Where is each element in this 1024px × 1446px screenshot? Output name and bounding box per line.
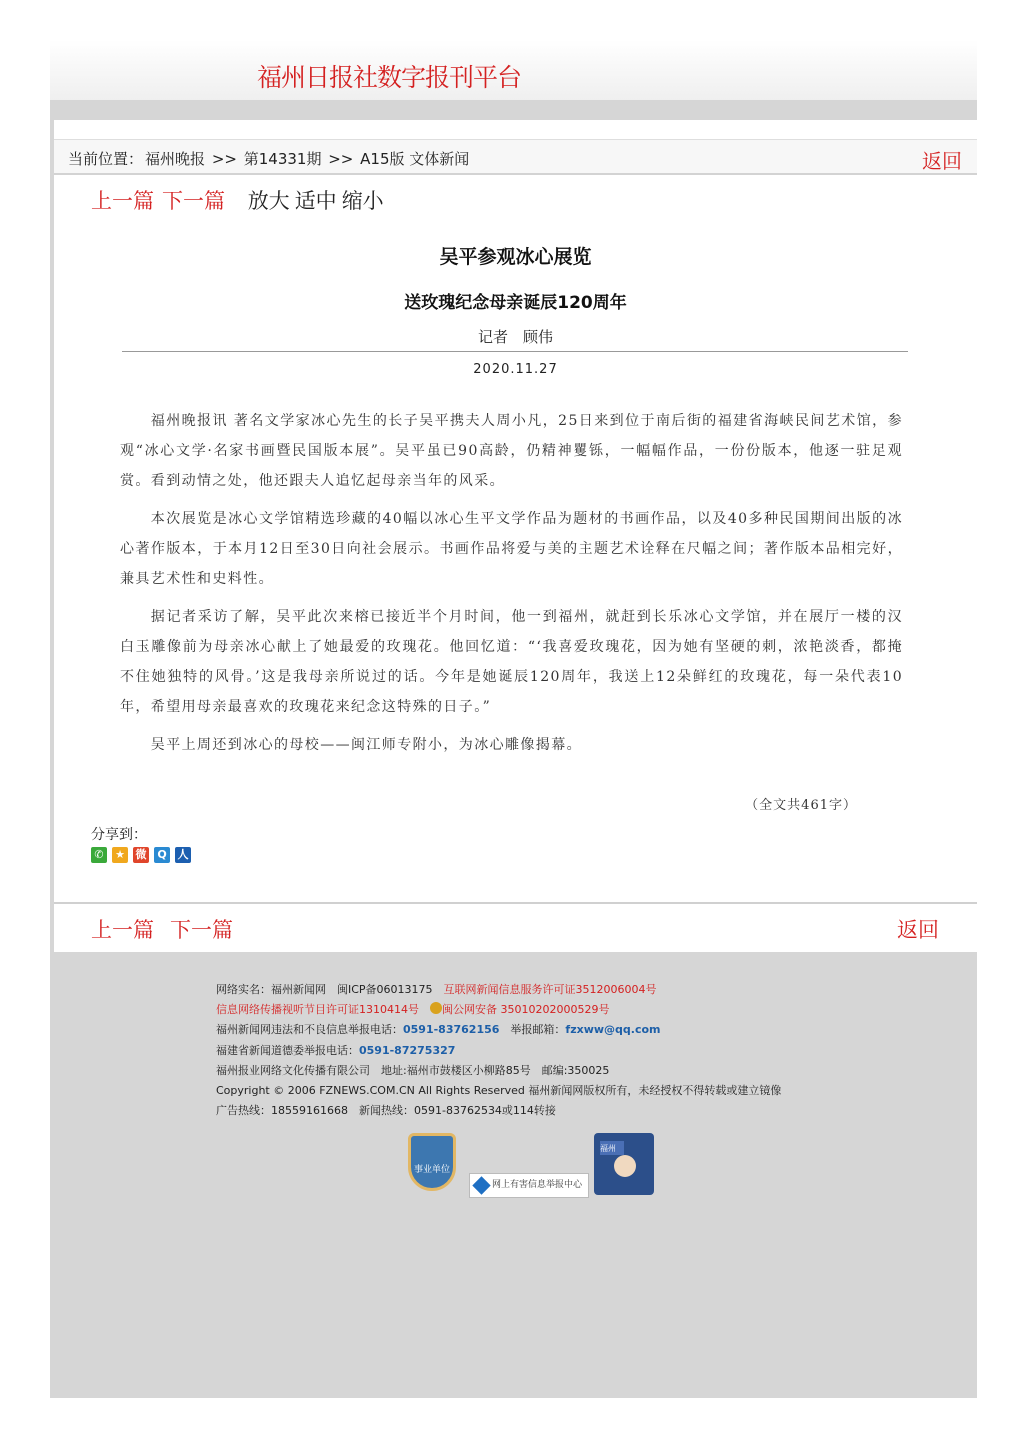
article-body <box>120 406 903 768</box>
footer-line <box>216 980 781 1000</box>
wechat-icon[interactable]: ✆ <box>91 847 107 863</box>
breadcrumb <box>54 139 977 175</box>
zoom-out-link[interactable]: 缩小 <box>341 189 384 213</box>
badge-label: 网上有害信息举报中心 <box>492 1180 583 1190</box>
article-date: 2020.11.27 <box>473 362 558 377</box>
renren-icon[interactable]: 人 <box>175 847 191 863</box>
ethics-phone: 0591-87275327 <box>359 1043 456 1057</box>
footer-line: 福州报业网络文化传播有限公司 地址:福州市鼓楼区小柳路85号 邮编:350025 <box>216 1063 610 1077</box>
av-license-link[interactable]: 信息网络传播视听节目许可证1310414号 <box>216 1003 419 1017</box>
report-email-link[interactable]: fzxww@qq.com <box>565 1023 661 1037</box>
police-face-icon <box>614 1155 636 1177</box>
back-link[interactable]: 返回 <box>922 149 962 173</box>
article-nav <box>91 185 389 215</box>
footer-line: Copyright © 2006 FZNEWS.COM.CN All Rights Reserved 福州新闻网版权所有，未经授权不得转载或建立镜像 <box>216 1084 782 1098</box>
footer-line <box>216 1041 781 1061</box>
footer-line: 广告热线：18559161668 新闻热线：0591-83762534或114转接 <box>216 1104 556 1118</box>
breadcrumb-issue[interactable]: 第14331期 <box>243 150 322 168</box>
breadcrumb-sep: >> <box>211 150 237 168</box>
footer-badges <box>408 1133 658 1203</box>
bottom-prev-link[interactable]: 上一篇 <box>91 918 154 942</box>
article-paragraph: 吴平上周还到冰心的母校——闽江师专附小，为冰心雕像揭幕。 <box>150 737 582 753</box>
footer-text: 举报邮箱： <box>499 1023 566 1037</box>
breadcrumb-sep: >> <box>328 150 354 168</box>
article-paragraph: 福州晚报讯 著名文学家冰心先生的长子吴平携夫人周小凡，25日来到位于南后街的福建省海峡民间艺术馆，参观“冰心文学·名家书画暨民国版本展”。吴平虽已90高龄，仍精神矍铄，一幅幅作品，一份份版本，他逐一驻足观赏。看到动情之处，他还跟夫人追忆起母亲当年的风采。 <box>120 413 903 489</box>
badge-label: 事业单位 <box>413 1165 450 1175</box>
zoom-mid-link[interactable]: 适中 <box>294 189 337 213</box>
site-header <box>50 40 977 100</box>
bottom-nav <box>54 904 977 952</box>
article-container <box>54 120 977 952</box>
cyber-police-icon[interactable] <box>594 1133 654 1195</box>
article-subtitle: 送玫瑰纪念母亲诞辰120周年 <box>404 293 627 313</box>
breadcrumb-section[interactable]: A15版 文体新闻 <box>360 150 470 168</box>
qq-weibo-icon[interactable]: Q <box>154 847 170 863</box>
zoom-in-link[interactable]: 放大 <box>247 189 290 213</box>
page-frame <box>50 40 977 1398</box>
harmful-info-report-badge[interactable] <box>469 1173 589 1198</box>
footer-text: 福建省新闻道德委举报电话： <box>216 1043 359 1057</box>
bottom-next-link[interactable]: 下一篇 <box>170 918 233 942</box>
footer-line <box>216 1000 781 1020</box>
breadcrumb-label: 当前位置： <box>68 150 144 168</box>
weibo-icon[interactable]: 微 <box>133 847 149 863</box>
site-footer <box>216 980 781 1121</box>
header-band <box>50 100 977 120</box>
police-record-link[interactable]: 闽公网安备 35010202000529号 <box>442 1003 610 1017</box>
breadcrumb-path <box>68 148 471 169</box>
badge-label: 福州 <box>600 1144 616 1153</box>
report-phone: 0591-83762156 <box>403 1023 500 1037</box>
breadcrumb-paper[interactable]: 福州晚报 <box>145 150 206 168</box>
footer-text: 福州新闻网违法和不良信息举报电话： <box>216 1023 403 1037</box>
qzone-icon[interactable]: ★ <box>112 847 128 863</box>
site-title[interactable]: 福州日报社数字报刊平台 <box>257 63 522 92</box>
bottom-back-link[interactable]: 返回 <box>897 918 939 942</box>
share-icons <box>91 847 191 863</box>
footer-text: 网络实名：福州新闻网 闽ICP备06013175 <box>216 983 444 996</box>
institution-badge-icon[interactable] <box>408 1133 456 1191</box>
divider <box>122 351 908 352</box>
police-badge-icon <box>430 1002 442 1014</box>
footer-line <box>216 1020 781 1040</box>
share-label: 分享到： <box>91 827 147 843</box>
report-logo-icon <box>472 1176 490 1194</box>
article-author: 记者 顾伟 <box>477 328 553 346</box>
news-license-link[interactable]: 互联网新闻信息服务许可证3512006004号 <box>443 983 657 996</box>
word-count: （全文共461字） <box>745 798 857 813</box>
prev-article-link[interactable]: 上一篇 <box>91 189 154 213</box>
next-article-link[interactable]: 下一篇 <box>162 189 225 213</box>
article-paragraph: 本次展览是冰心文学馆精选珍藏的40幅以冰心生平文学作品为题材的书画作品，以及40多种民国期间出版的冰心著作版本，于本月12日至30日向社会展示。书画作品将爱与美的主题艺术诠释在尺幅之间；著作版本品相完好，兼具艺术性和史料性。 <box>120 511 903 587</box>
article-paragraph: 据记者采访了解，吴平此次来榕已接近半个月时间，他一到福州，就赶到长乐冰心文学馆，并在展厅一楼的汉白玉雕像前为母亲冰心献上了她最爱的玫瑰花。他回忆道：“‘我喜爱玫瑰花，因为她有坚硬的刺，浓艳淡香，都掩不住她独特的风骨。’这是我母亲所说过的话。今年是她诞辰120周年，我送上12朵鲜红的玫瑰花，每一朵代表10年，希望用母亲最喜欢的玫瑰花来纪念这特殊的日子。” <box>120 609 903 715</box>
article-title: 吴平参观冰心展览 <box>439 246 592 268</box>
